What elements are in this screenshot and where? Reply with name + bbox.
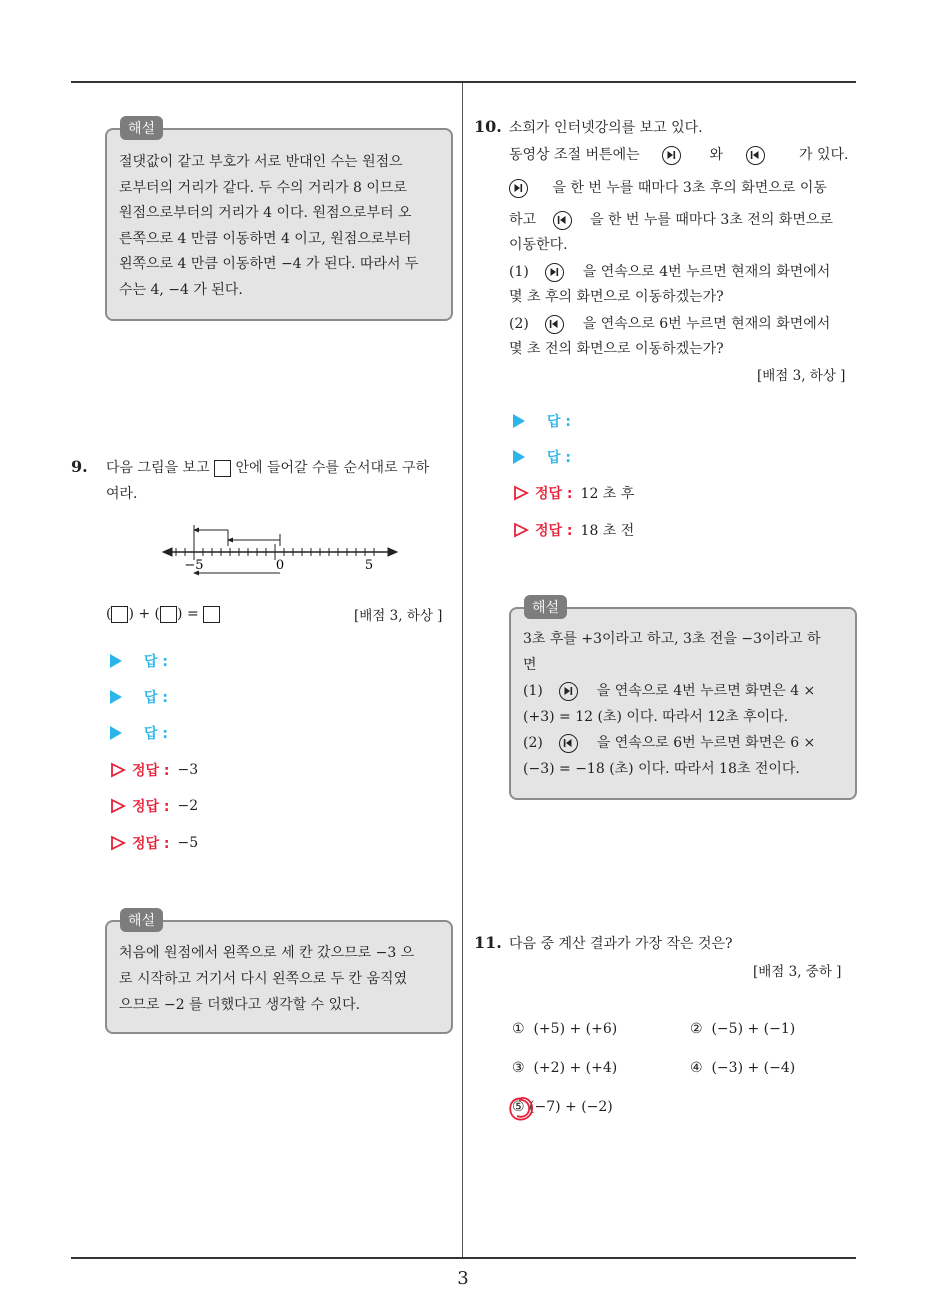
answer-blank (203, 606, 220, 623)
correct-label: 정답 : (132, 836, 170, 852)
answer-row (513, 411, 571, 431)
answer-blank (111, 606, 128, 623)
choice-expr: (−5) + (−1) (711, 1021, 796, 1037)
skip-forward-icon (662, 146, 681, 165)
play-bullet-icon (110, 690, 122, 704)
correct-value: 12 초 후 (580, 486, 635, 502)
correct-answer-row (110, 796, 198, 816)
q10-line: 몇 초 전의 화면으로 이동하겠는가? (509, 341, 724, 357)
explain-text: 을 연속으로 6번 누르면 화면은 6 × (596, 735, 816, 751)
q9-text-a: 다음 그림을 보고 (106, 460, 210, 476)
skip-forward-icon (545, 263, 564, 282)
skip-back-icon (553, 211, 572, 230)
explain-line (523, 730, 853, 756)
correct-label: 정답 : (535, 486, 573, 502)
outline-triangle-icon (513, 485, 529, 501)
explain-line: 으므로 −2 를 더했다고 생각할 수 있다. (119, 997, 361, 1013)
choice-2[interactable] (690, 1021, 795, 1037)
play-bullet-icon (513, 450, 525, 464)
q10-text: 와 (709, 147, 724, 163)
choice-mark: ⑤ (512, 1099, 525, 1115)
choice-mark: ② (690, 1021, 703, 1037)
explanation-tag: 해설 (524, 595, 567, 619)
answer-row (110, 723, 168, 743)
q9-text-b: 안에 들어갈 수를 순서대로 구하 (235, 460, 430, 476)
explain-line: 른쪽으로 4 만큼 이동하면 4 이고, 원점으로부터 (119, 230, 412, 247)
choice-1[interactable] (512, 1021, 617, 1037)
part-label: (1) (523, 683, 543, 699)
explanation-tag: 해설 (120, 908, 163, 932)
correct-label: 정답 : (535, 523, 573, 539)
explain-text: 을 연속으로 4번 누르면 화면은 4 × (596, 683, 816, 699)
skip-back-icon (559, 734, 578, 753)
answer-label: 답 : (144, 690, 168, 706)
score-label: [배점 3, 중하 ] (753, 964, 842, 980)
number-line-figure (160, 522, 400, 582)
choice-mark: ① (512, 1021, 525, 1037)
explain-line: 원점으로부터의 거리가 4 이다. 원점으로부터 오 (119, 205, 412, 221)
part-label: (2) (509, 316, 529, 332)
q9-text-c: 여라. (106, 486, 138, 502)
tick-label: −5 (184, 558, 204, 573)
q10-text: 동영상 조절 버튼에는 (509, 147, 640, 163)
explain-line: 절댓값이 같고 부호가 서로 반대인 수는 원점으 (119, 154, 403, 170)
answer-label: 답 : (547, 414, 571, 430)
tick-label: 0 (275, 558, 285, 573)
skip-forward-icon (559, 682, 578, 701)
play-bullet-icon (513, 414, 525, 428)
choice-expr: (−7) + (−2) (529, 1099, 613, 1115)
answer-row (110, 651, 168, 671)
answer-label: 답 : (144, 654, 168, 670)
outline-triangle-icon (110, 762, 126, 778)
choice-mark: ④ (690, 1060, 703, 1076)
q10-line: 몇 초 후의 화면으로 이동하겠는가? (509, 289, 724, 305)
correct-value: 18 초 전 (580, 523, 635, 539)
explain-line: 왼쪽으로 4 만큼 이동하면 −4 가 된다. 따라서 두 (119, 256, 419, 272)
eq-part: ) + ( (128, 606, 161, 622)
part-label: (1) (509, 264, 529, 280)
outline-triangle-icon (110, 835, 126, 851)
explanation-box-3 (509, 607, 857, 800)
column-divider (462, 83, 463, 1257)
question-number: 9. (71, 457, 88, 476)
bottom-rule (71, 1257, 856, 1259)
correct-answer-row (110, 833, 198, 853)
q10-text: 을 한 번 누를 때마다 3초 후의 화면으로 이동 (552, 180, 827, 196)
skip-back-icon (746, 146, 765, 165)
q10-part-2 (509, 311, 859, 337)
selected-answer-circle-icon (506, 1094, 536, 1124)
choice-expr: (−3) + (−4) (711, 1060, 796, 1076)
correct-label: 정답 : (132, 763, 170, 779)
q10-line: 소희가 인터넷강의를 보고 있다. (509, 120, 703, 136)
answer-row (513, 447, 571, 467)
skip-forward-icon (509, 179, 528, 198)
q10-line: 이동한다. (509, 237, 568, 253)
page-number: 3 (457, 1268, 469, 1289)
correct-answer-row (513, 520, 634, 540)
answer-label: 답 : (144, 726, 168, 742)
tick-label: 5 (364, 558, 374, 573)
q10-line (509, 175, 859, 201)
play-bullet-icon (110, 726, 122, 740)
explanation-tag: 해설 (120, 116, 163, 140)
question-11-text: 다음 중 계산 결과가 가장 작은 것은? (509, 936, 733, 952)
question-9-text (106, 455, 456, 507)
q10-text: 을 한 번 누를 때마다 3초 전의 화면으로 (589, 212, 833, 228)
choice-mark: ③ (512, 1060, 525, 1076)
score-label: [배점 3, 하상 ] (354, 608, 443, 624)
explain-line: 로 시작하고 거기서 다시 왼쪽으로 두 칸 움직였 (119, 971, 408, 987)
eq-part: ( (106, 606, 112, 622)
explanation-box-1 (105, 128, 453, 321)
explain-line: (−3) = −18 (초) 이다. 따라서 18초 전이다. (523, 761, 800, 777)
correct-value: −5 (177, 835, 199, 851)
eq-part: ) = (177, 606, 199, 622)
choice-4[interactable] (690, 1060, 795, 1076)
correct-value: −2 (177, 798, 199, 814)
choice-expr: (+2) + (+4) (533, 1060, 618, 1076)
explanation-box-2 (105, 920, 453, 1034)
explain-line: 면 (523, 657, 537, 673)
explain-line: 3초 후를 +3이라고 하고, 3초 전을 −3이라고 하 (523, 631, 821, 647)
answer-label: 답 : (547, 450, 571, 466)
q10-line (509, 207, 859, 233)
q10-text: 을 연속으로 6번 누르면 현재의 화면에서 (582, 316, 831, 332)
answer-blank (160, 606, 177, 623)
play-bullet-icon (110, 654, 122, 668)
question-number: 11. (474, 933, 502, 952)
question-number: 10. (474, 117, 502, 136)
outline-triangle-icon (513, 522, 529, 538)
answer-row (110, 687, 168, 707)
q10-text: 을 연속으로 4번 누르면 현재의 화면에서 (582, 264, 831, 280)
explain-line: 처음에 원점에서 왼쪽으로 세 칸 갔으므로 −3 으 (119, 945, 415, 961)
q10-line (509, 142, 859, 168)
correct-answer-row (110, 760, 198, 780)
explain-line: 로부터의 거리가 같다. 두 수의 거리가 8 이므로 (119, 179, 407, 196)
q10-text: 가 있다. (798, 147, 849, 163)
choice-expr: (+5) + (+6) (533, 1021, 618, 1037)
correct-value: −3 (177, 762, 199, 778)
answer-blank (214, 460, 231, 477)
score-label: [배점 3, 하상 ] (757, 368, 846, 384)
part-label: (2) (523, 735, 543, 751)
choice-3[interactable] (512, 1060, 617, 1076)
skip-back-icon (545, 315, 564, 334)
correct-answer-row (513, 483, 634, 503)
explain-line: (+3) = 12 (초) 이다. 따라서 12초 후이다. (523, 709, 789, 725)
q10-text: 하고 (509, 212, 537, 228)
correct-label: 정답 : (132, 799, 170, 815)
outline-triangle-icon (110, 798, 126, 814)
q10-part-1 (509, 259, 859, 285)
explain-line (523, 678, 853, 704)
top-rule (71, 81, 856, 83)
equation (106, 601, 220, 627)
explain-line: 수는 4, −4 가 된다. (119, 281, 243, 298)
